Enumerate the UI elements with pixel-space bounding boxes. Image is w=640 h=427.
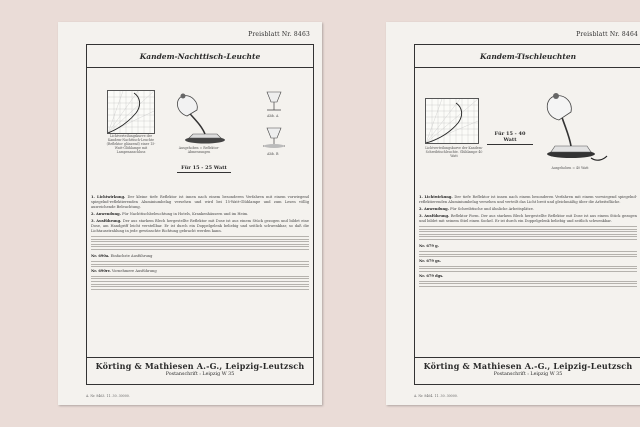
watt-label: Für 15 - 40 Watt — [487, 130, 533, 145]
order-item: Nr. 679 g. — [419, 243, 439, 248]
postal-address: Postanschrift : Leipzig W 35 — [493, 372, 563, 377]
sheet-title: Kandem-Tischleuchten — [415, 45, 640, 68]
price-sheet-right — [386, 22, 640, 405]
sheet-number: Preisblatt Nr. 8464 — [576, 31, 638, 38]
figure-label-a: Abb. A — [267, 114, 279, 118]
company-name: Körting & Mathiesen A.-G., Leipzig-Leutzsch — [95, 361, 305, 371]
diagram-caption: Lichtverteilungskurve der Kandem-Nachttisch-Leuchte (Reflektor glänzend) einer 15-Watt-Glühlampe mit Lampenanschluss — [106, 134, 156, 154]
description-text — [419, 195, 637, 288]
watt-label: Für 15 - 25 Watt — [177, 164, 231, 173]
print-note: A. Nr. 8463. 11. 30. 30000. — [86, 394, 130, 398]
description-text — [91, 195, 309, 291]
sheet-number: Preisblatt Nr. 8463 — [248, 31, 310, 38]
section-ausfuehrung: 3. Ausführung. Reflektor Form. Der aus starkem Blech hergestellte Reflektor mit Dose ist aus einem Stück gezogen und bildet mit seinem Stiel einen Sockel. Er ist durch ein Doppelgelenk beliebig und seitlich schwenkbar. — [419, 214, 637, 223]
light-distribution-diagram — [425, 98, 479, 144]
company-name: Körting & Mathiesen A.-G., Leipzig-Leutzsch — [423, 361, 633, 371]
section-anwendung: 2. Anwendung. Für Nachttischbeleuchtung in Hotels, Krankenhäusern und im Heim. — [91, 212, 249, 216]
night-lamp-photo — [165, 86, 235, 146]
illustration-area — [87, 68, 313, 188]
diagram-caption: Lichtverteilungskurve der Kandem-Schreibtischleuchte. Glühlampe 40 Watt — [425, 146, 483, 158]
price-sheet-left — [58, 22, 322, 405]
order-item: Nr. 679 gs. — [419, 258, 441, 263]
company-footer — [415, 357, 640, 384]
order-item: Nr. 679 dgs. — [419, 273, 444, 278]
section-anwendung: 2. Anwendung. Für Schreibtische und ähnliche Arbeitsplätze. — [419, 207, 534, 211]
photo-caption: Ausgehoben = Reflektor-Abmessungen — [178, 146, 220, 154]
sheet-frame — [414, 44, 640, 385]
section-ausfuehrung: 3. Ausführung. Der aus starkem Blech hergestellte Reflektor mit Dose ist aus einem Stück gezogen und bildet eine Dose, am Handgriff leicht verstellbar. Er ist durch ein Doppelgelenk beliebig und seitlich schwenkbar, so daß die Lichtausstrahlung in jede gewünschte Richtung gebracht werden kann. — [91, 219, 309, 233]
company-footer — [87, 357, 313, 384]
order-item: Nr. 690a. Einfachste Ausführung — [91, 253, 153, 258]
section-lichtwirkung: 1. Lichtwirkung. Der kleine tiefe Reflektor ist innen nach einem besonderen Verfahren mit einem vorwiegend spiegelnd-reflektierenden Aluminiumbelag versehen und wird bei 15-Watt-Glühlampe und zum Lesen völlig ausreichende Beleuchtung. — [91, 195, 309, 209]
section-lichtwirkung: 1. Lichtwirkung. Der tiefe Reflektor ist innen nach einem besonderen Verfahren mit einem vorwiegend spiegelnd-reflektierenden Aluminiumbelag versehen und verteilt das Licht breit und gleichmäßig über die Arbeitsfläche. — [419, 195, 637, 204]
sheet-frame — [86, 44, 314, 385]
print-note: A. Nr. 8464. 11. 30. 30000. — [414, 394, 458, 398]
order-item: Nr. 690rv. Vornehmere Ausführung — [91, 268, 157, 273]
photo-caption: Ausgehoben = 40 Watt — [551, 166, 589, 170]
illustration-area — [415, 68, 640, 188]
postal-address: Postanschrift : Leipzig W 35 — [165, 372, 235, 377]
sheet-title: Kandem-Nachttisch-Leuchte — [87, 45, 313, 68]
lamp-sketch-b — [257, 126, 289, 150]
light-distribution-diagram — [107, 90, 155, 134]
lamp-sketch-a — [259, 88, 289, 114]
table-lamp-photo — [531, 88, 611, 164]
figure-label-b: Abb. B — [267, 152, 279, 156]
